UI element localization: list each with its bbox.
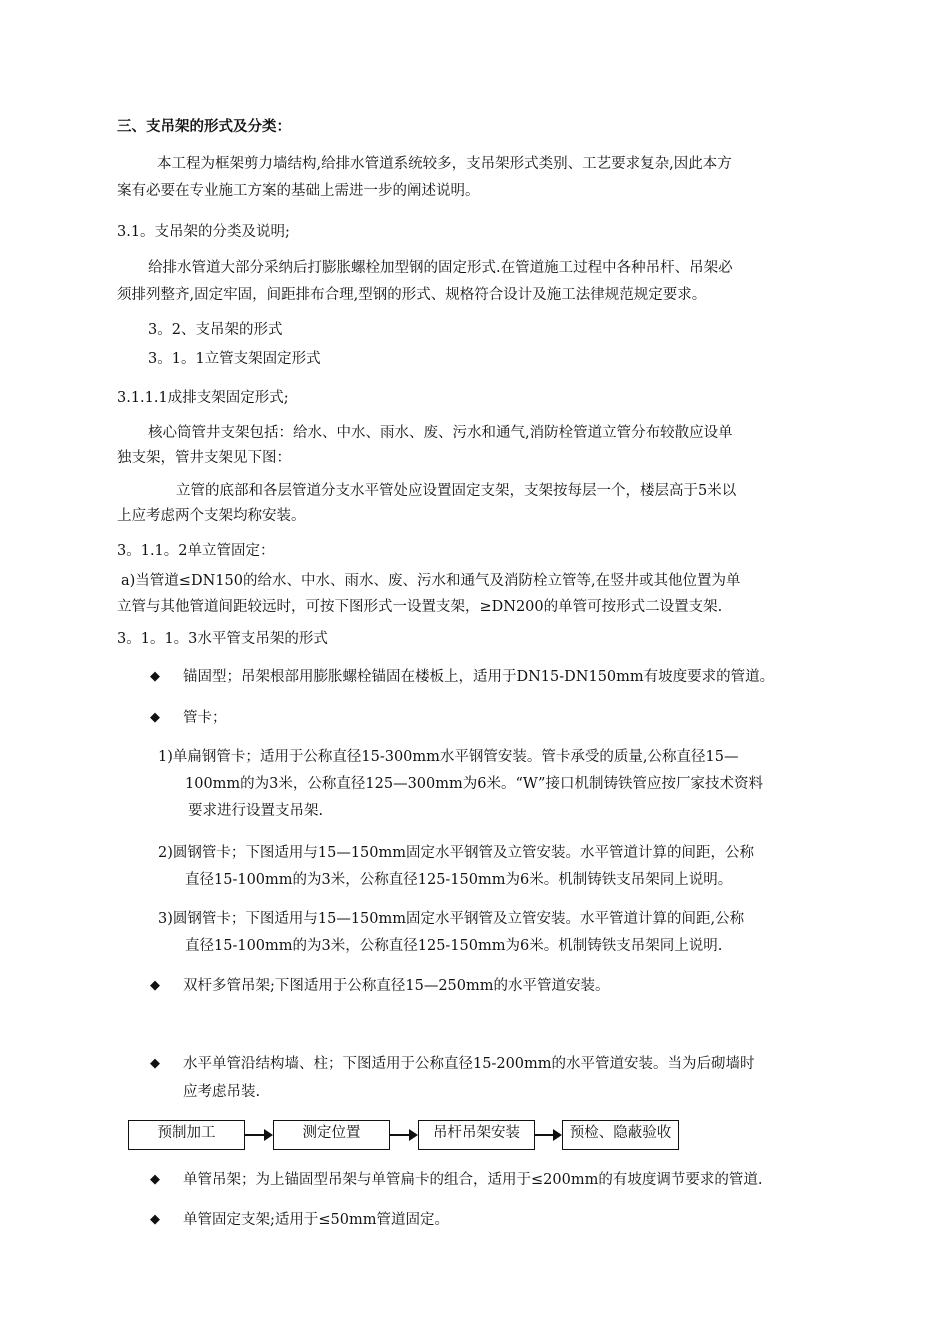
flow-arrow: [535, 1134, 553, 1136]
subsection-3-1: 3.1。支吊架的分类及说明;: [117, 224, 290, 240]
subsection-3-1-1-3: 3。1。1。3水平管支吊架的形式: [117, 631, 328, 647]
item-3-line-1: 3)圆钢管卡；下图适用与15—150mm固定水平钢管及立管安装。水平管道计算的间距,公称: [158, 911, 745, 927]
s3-1-body-line-1: 给排水管道大部分采纳后打膨胀螺栓加型钢的固定形式.在管道施工过程中各种吊杆、吊架必: [148, 260, 733, 276]
item-1-line-2: 100mm的为3米，公称直径125—300mm为6米。“W”接口机制铸铁管应按厂家技术资料: [185, 776, 763, 792]
s3-1-body-line-2: 须排列整齐,固定牢固，间距排布合理,型钢的形式、规格符合设计及施工法律规范规定要求。: [117, 287, 707, 303]
subsection-3-1-1: 3。1。1立管支架固定形式: [148, 351, 321, 367]
item-2-line-1: 2)圆钢管卡；下图适用与15—150mm固定水平钢管及立管安装。水平管道计算的间距，公称: [158, 845, 755, 861]
intro-line-2: 案有必要在专业施工方案的基础上需进一步的阐述说明。: [117, 183, 480, 199]
single-body-line-2: 立管与其他管道间距较远时，可按下图形式一设置支架，≥DN200的单管可按形式二设置支架.: [117, 599, 723, 615]
item-3-line-2: 直径15-100mm的为3米，公称直径125-150mm为6米。机制铸铁支吊架同上说明.: [185, 938, 723, 954]
single-body-line-1: a)当管道≤DN150的给水、中水、雨水、废、污水和通气及消防栓立管等,在竖井或其他位置为单: [121, 573, 741, 589]
bullet-anchor-type: 锚固型；吊架根部用膨胀螺栓锚固在楼板上，适用于DN15-DN150mm有坡度要求的管道。: [183, 669, 775, 685]
riser-body-line-1: 立管的底部和各层管道分支水平管处应设置固定支架，支架按每层一个，楼层高于5米以: [176, 483, 737, 499]
flow-step-inspection: 预检、隐蔽验收: [562, 1120, 679, 1150]
subsection-3-1-1-1: 3.1.1.1成排支架固定形式;: [117, 390, 289, 406]
subsection-3-1-1-2: 3。1.1。2单立管固定：: [117, 543, 275, 559]
diamond-bullet-icon: ◆: [150, 669, 160, 684]
flow-arrow: [245, 1134, 264, 1136]
intro-line-1: 本工程为框架剪力墙结构,给排水管道系统较多，支吊架形式类别、工艺要求复杂,因此本方: [157, 156, 732, 172]
bullet-single-pipe-fixed-support: 单管固定支架;适用于≤50mm管道固定。: [183, 1212, 449, 1228]
bullet-double-rod-hanger: 双杆多管吊架;下图适用于公称直径15—250mm的水平管道安装。: [183, 978, 610, 994]
subsection-3-2: 3。2、支吊架的形式: [148, 322, 283, 338]
core-body-line-1: 核心筒管井支架包括：给水、中水、雨水、废、污水和通气,消防栓管道立管分布较散应设单: [148, 425, 733, 441]
core-body-line-2: 独支架，管井支架见下图：: [117, 450, 291, 466]
arrow-right-icon: [409, 1129, 418, 1141]
diamond-bullet-icon: ◆: [150, 1056, 160, 1071]
item-2-line-2: 直径15-100mm的为3米，公称直径125-150mm为6米。机制铸铁支吊架同上说明。: [185, 872, 733, 888]
bullet-wall-single-pipe-line-2: 应考虑吊装.: [183, 1084, 261, 1100]
diamond-bullet-icon: ◆: [150, 1212, 160, 1227]
diamond-bullet-icon: ◆: [150, 710, 160, 725]
section-heading: 三、支吊架的形式及分类：: [117, 119, 291, 135]
item-1-line-3: 要求进行设置支吊架.: [188, 803, 324, 819]
flow-arrow: [390, 1134, 409, 1136]
flow-step-prefabrication: 预制加工: [128, 1120, 245, 1150]
flow-step-hanger-install: 吊杆吊架安装: [418, 1120, 535, 1150]
flow-step-measure-position: 测定位置: [273, 1120, 390, 1150]
arrow-right-icon: [264, 1129, 273, 1141]
bullet-pipe-clamp: 管卡；: [183, 710, 227, 726]
bullet-wall-single-pipe-line-1: 水平单管沿结构墙、柱；下图适用于公称直径15-200mm的水平管道安装。当为后砌墙时: [183, 1056, 755, 1072]
diamond-bullet-icon: ◆: [150, 978, 160, 993]
item-1-line-1: 1)单扁钢管卡；适用于公称直径15-300mm水平钢管安装。管卡承受的质量,公称直径15—: [158, 749, 739, 765]
riser-body-line-2: 上应考虑两个支架均称安装。: [117, 508, 306, 524]
diamond-bullet-icon: ◆: [150, 1172, 160, 1187]
bullet-single-pipe-hanger: 单管吊架；为上锚固型吊架与单管扁卡的组合，适用于≤200mm的有坡度调节要求的管道.: [183, 1172, 763, 1188]
arrow-right-icon: [553, 1129, 562, 1141]
